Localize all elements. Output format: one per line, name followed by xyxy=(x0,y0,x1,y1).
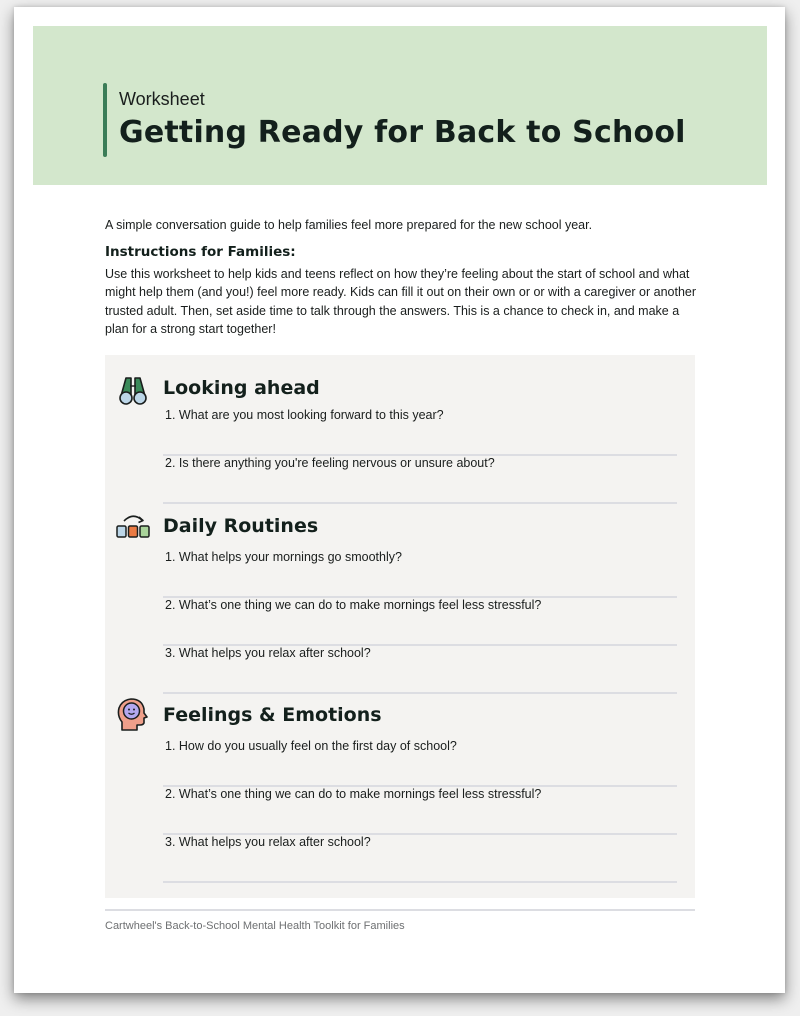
answer-field[interactable] xyxy=(163,646,677,694)
intro-text: A simple conversation guide to help families feel more prepared for the new school year. xyxy=(105,218,593,232)
section-title: Feelings & Emotions xyxy=(163,704,382,726)
question-text: 1. What helps your mornings go smoothly? xyxy=(165,550,402,564)
section-title: Looking ahead xyxy=(163,377,320,399)
instructions-heading: Instructions for Families: xyxy=(105,244,296,260)
binoculars-icon xyxy=(115,372,151,408)
answer-field[interactable] xyxy=(163,739,677,787)
footer-text: Cartwheel's Back-to-School Mental Health Toolkit for Families xyxy=(105,920,405,932)
section-title: Daily Routines xyxy=(163,515,319,537)
header-kicker: Worksheet xyxy=(119,89,205,109)
header-accent-bar xyxy=(103,83,107,157)
head-smiley-icon xyxy=(115,697,151,733)
answer-field[interactable] xyxy=(163,550,677,598)
header-banner xyxy=(33,26,767,185)
worksheet-page xyxy=(14,7,785,993)
routine-cards-icon xyxy=(115,511,151,547)
question-text: 1. How do you usually feel on the first day of school? xyxy=(165,739,457,753)
answer-field[interactable] xyxy=(163,835,677,883)
questions-panel xyxy=(105,355,695,898)
answer-field[interactable] xyxy=(163,598,677,646)
question-text: 2. What’s one thing we can do to make mornings feel less stressful? xyxy=(165,598,542,612)
question-text: 1. What are you most looking forward to this year? xyxy=(165,408,444,422)
question-text: 2. Is there anything you're feeling nervous or unsure about? xyxy=(165,456,495,470)
question-text: 3. What helps you relax after school? xyxy=(165,646,371,660)
question-text: 3. What helps you relax after school? xyxy=(165,835,371,849)
instructions-body: Use this worksheet to help kids and teens reflect on how they’re feeling about the start of school and what might help them (and you!) feel more ready. Kids can fill it out on their own or or with a caregiver or another trusted adult. Then, set aside time to talk through the answers. This is a chance to check in, and make a plan for a strong start together! xyxy=(105,267,697,336)
footer-divider xyxy=(105,909,695,911)
question-text: 2. What’s one thing we can do to make mornings feel less stressful? xyxy=(165,787,542,801)
answer-field[interactable] xyxy=(163,456,677,504)
answer-field[interactable] xyxy=(163,408,677,456)
page-title: Getting Ready for Back to School xyxy=(119,115,686,150)
answer-field[interactable] xyxy=(163,787,677,835)
